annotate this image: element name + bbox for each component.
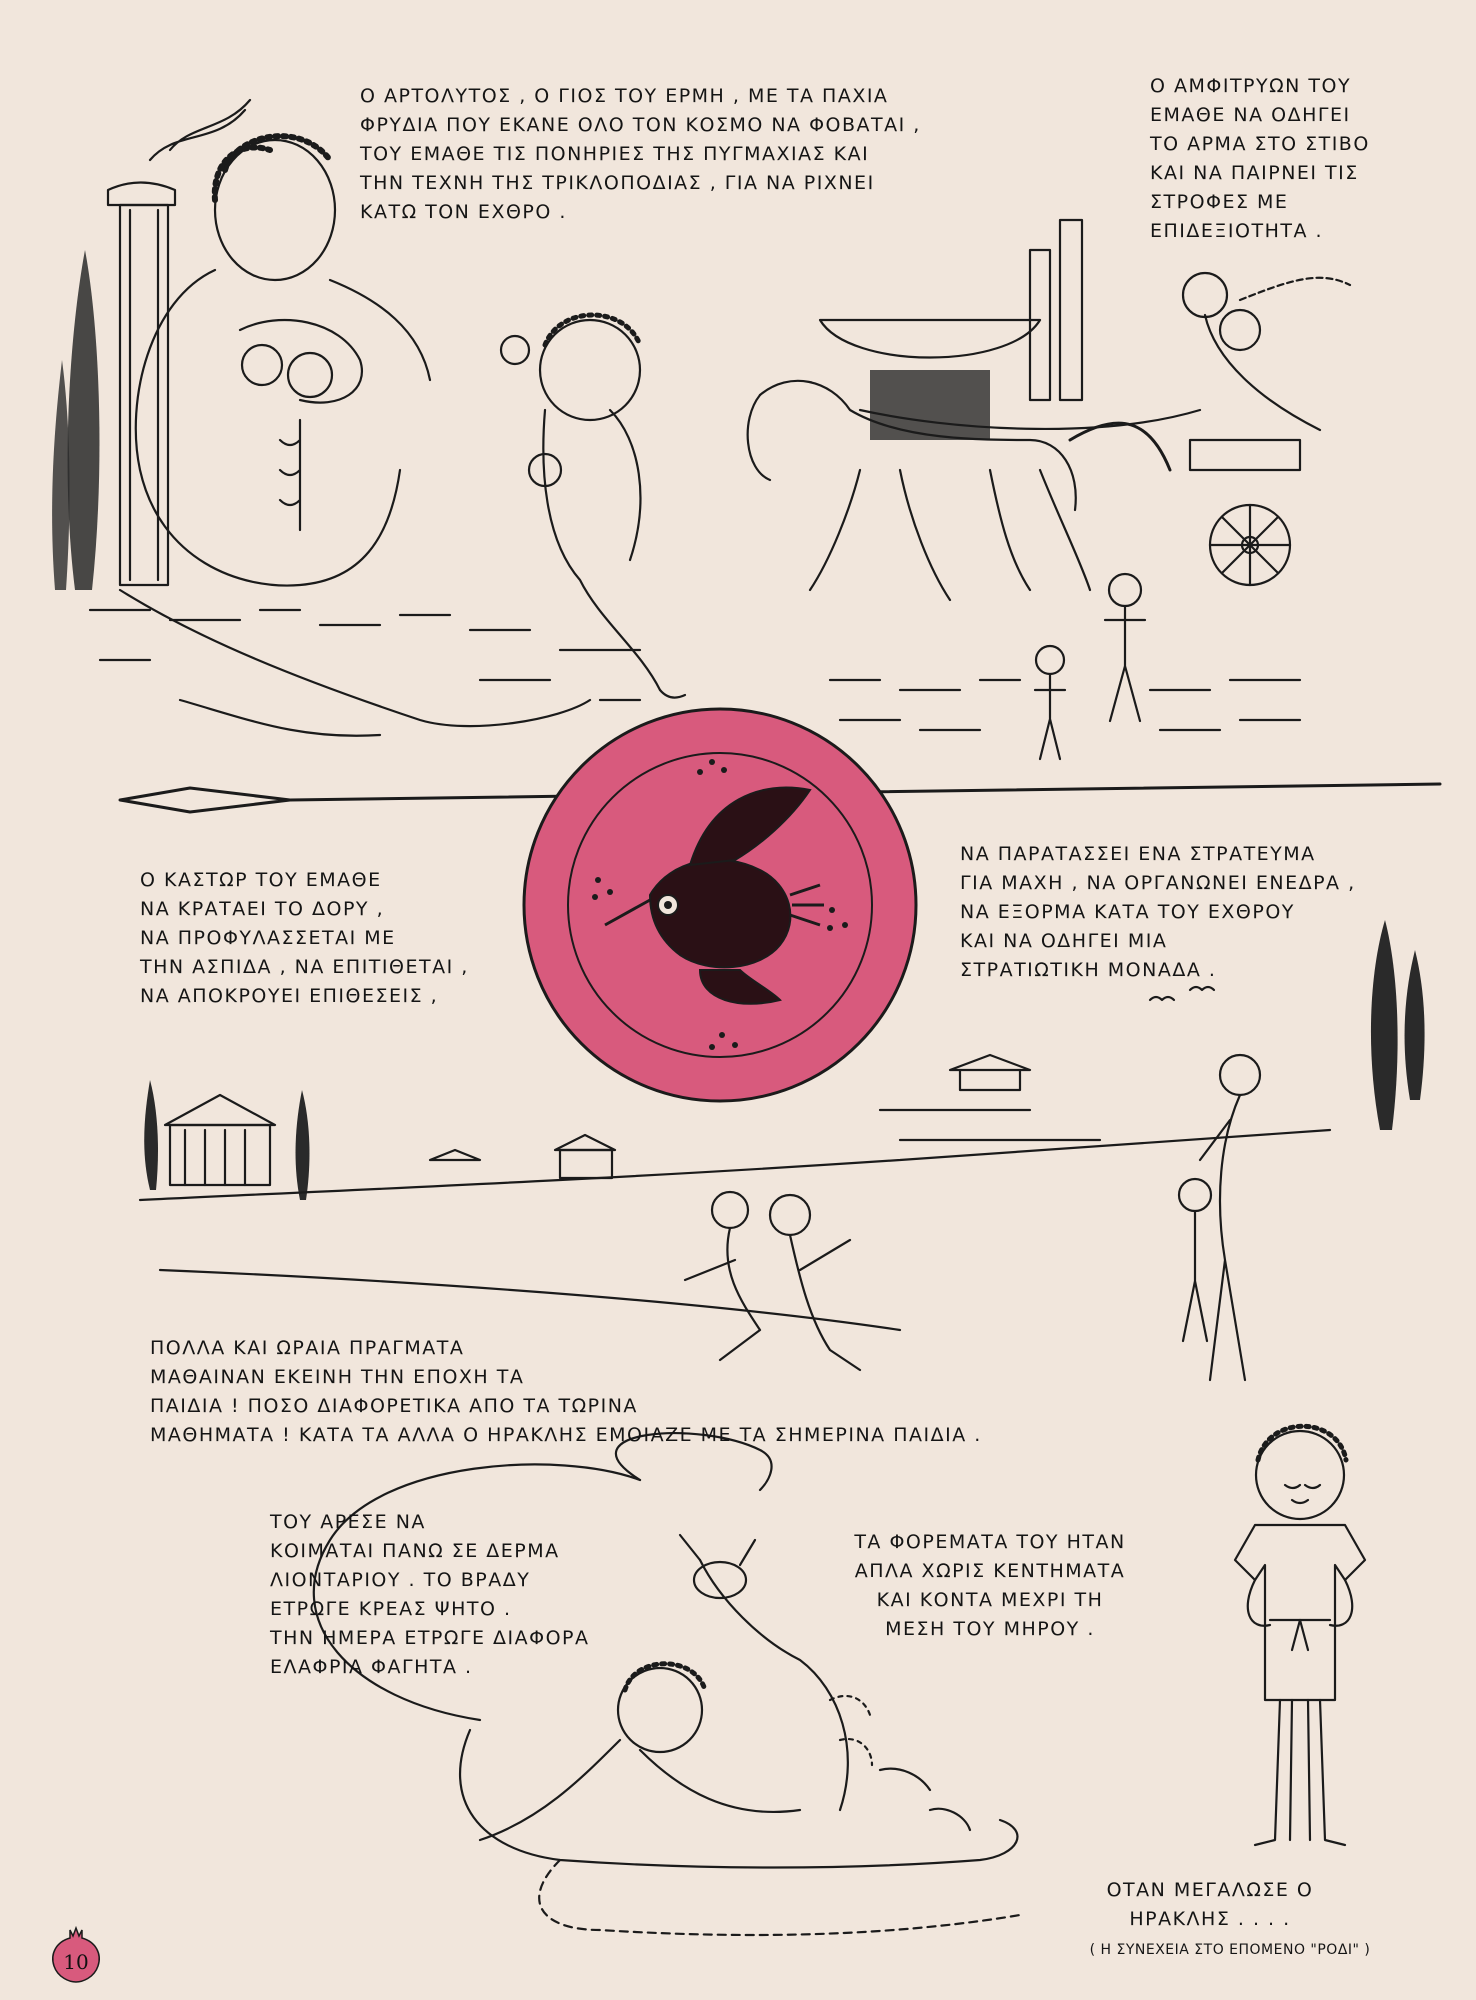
- sleep-caption: ΤΟΥ ΑΡΕΣΕ ΝΑ ΚΟΙΜΑΤΑΙ ΠΑΝΩ ΣΕ ΔΕΡΜΑ ΛΙΟΝΤΑΡΙΟΥ . ΤΟ ΒΡΑΔΥ ΕΤΡΩΓΕ ΚΡΕΑΣ ΨΗΤΟ . ΤΗΝ ΗΜΕΡΑ ΕΤΡΩΓΕ ΔΙΑΦΟΡΑ ΕΛΑΦΡΙΑ ΦΑΓΗΤΑ .: [270, 1511, 590, 1678]
- standing-boy-illustration: [1235, 1426, 1365, 1845]
- continued-note: ( Η ΣΥΝΕΧΕΙΑ ΣΤΟ ΕΠΟΜΕΝΟ "ΡΟΔΙ" ): [1089, 1942, 1371, 1958]
- ending-caption: ΟΤΑΝ ΜΕΓΑΛΩΣΕ Ο ΗΡΑΚΛΗΣ . . . .: [1106, 1879, 1314, 1930]
- autolycus-caption: Ο ΑΡΤΟΛΥΤΟΣ , Ο ΓΙΟΣ ΤΟΥ ΕΡΜΗ , ΜΕ ΤΑ ΠΑΧΙΑ ΦΡΥΔΙΑ ΠΟΥ ΕΚΑΝΕ ΟΛΟ ΤΟΝ ΚΟΣΜΟ ΝΑ ΦΟΒΑΤΑΙ , ΤΟΥ ΕΜΑΘΕ ΤΙΣ ΠΟΝΗΡΙΕΣ ΤΗΣ ΠΥΓΜΑΧΙΑΣ ΚΑΙ ΤΗΝ ΤΕΧΝΗ ΤΗΣ ΤΡΙΚΛΟΠΟΔΙΑΣ , ΓΙΑ ΝΑ ΡΙΧΝΕΙ ΚΑΤΩ ΤΟΝ ΕΧΘΡΟ .: [360, 85, 921, 223]
- bird-shield-illustration: [524, 709, 916, 1101]
- page-number: 10: [63, 1950, 89, 1974]
- clothes-caption: ΤΑ ΦΟΡΕΜΑΤΑ ΤΟΥ ΗΤΑΝ ΑΠΛΑ ΧΩΡΙΣ ΚΕΝΤΗΜΑΤΑ ΚΑΙ ΚΟΝΤΑ ΜΕΧΡΙ ΤΗ ΜΕΣΗ ΤΟΥ ΜΗΡΟΥ .: [854, 1531, 1126, 1640]
- page-number-badge: [46, 1924, 106, 1984]
- army-caption: ΝΑ ΠΑΡΑΤΑΣΣΕΙ ΕΝΑ ΣΤΡΑΤΕΥΜΑ ΓΙΑ ΜΑΧΗ , ΝΑ ΟΡΓΑΝΩΝΕΙ ΕΝΕΔΡΑ , ΝΑ ΕΞΟΡΜΑ ΚΑΤΑ ΤΟΥ ΕΧΘΡΟΥ ΚΑΙ ΝΑ ΟΔΗΓΕΙ ΜΙΑ ΣΤΡΑΤΙΩΤΙΚΗ ΜΟΝΑΔΑ .: [960, 843, 1356, 981]
- castor-caption: Ο ΚΑΣΤΩΡ ΤΟΥ ΕΜΑΘΕ ΝΑ ΚΡΑΤΑΕΙ ΤΟ ΔΟΡΥ , ΝΑ ΠΡΟΦΥΛΑΣΣΕΤΑΙ ΜΕ ΤΗΝ ΑΣΠΙΔΑ , ΝΑ ΕΠΙΤΙΘΕΤΑΙ , ΝΑ ΑΠΟΚΡΟΥΕΙ ΕΠΙΘΕΣΕΙΣ ,: [140, 869, 469, 1007]
- chariot-lesson-illustration: [748, 220, 1350, 759]
- amphitryon-caption: Ο ΑΜΦΙΤΡΥΩΝ ΤΟΥ ΕΜΑΘΕ ΝΑ ΟΔΗΓΕΙ ΤΟ ΑΡΜΑ ΣΤΟ ΣΤΙΒΟ ΚΑΙ ΝΑ ΠΑΙΡΝΕΙ ΤΙΣ ΣΤΡΟΦΕΣ ΜΕ ΕΠΙΔΕΞΙΟΤΗΤΑ .: [1150, 75, 1370, 242]
- lessons-caption: ΠΟΛΛΑ ΚΑΙ ΩΡΑΙΑ ΠΡΑΓΜΑΤΑ ΜΑΘΑΙΝΑΝ ΕΚΕΙΝΗ ΤΗΝ ΕΠΟΧΗ ΤΑ ΠΑΙΔΙΑ ! ΠΟΣΟ ΔΙΑΦΟΡΕΤΙΚΑ ΑΠΟ ΤΑ ΤΩΡΙΝΑ ΜΑΘΗΜΑΤΑ ! ΚΑΤΑ ΤΑ ΑΛΛΑ Ο ΗΡΑΚΛΗΣ ΕΜΟΙΑΖΕ ΜΕ ΤΑ ΣΗΜΕΡΙΝΑ ΠΑΙΔΙΑ .: [150, 1337, 982, 1446]
